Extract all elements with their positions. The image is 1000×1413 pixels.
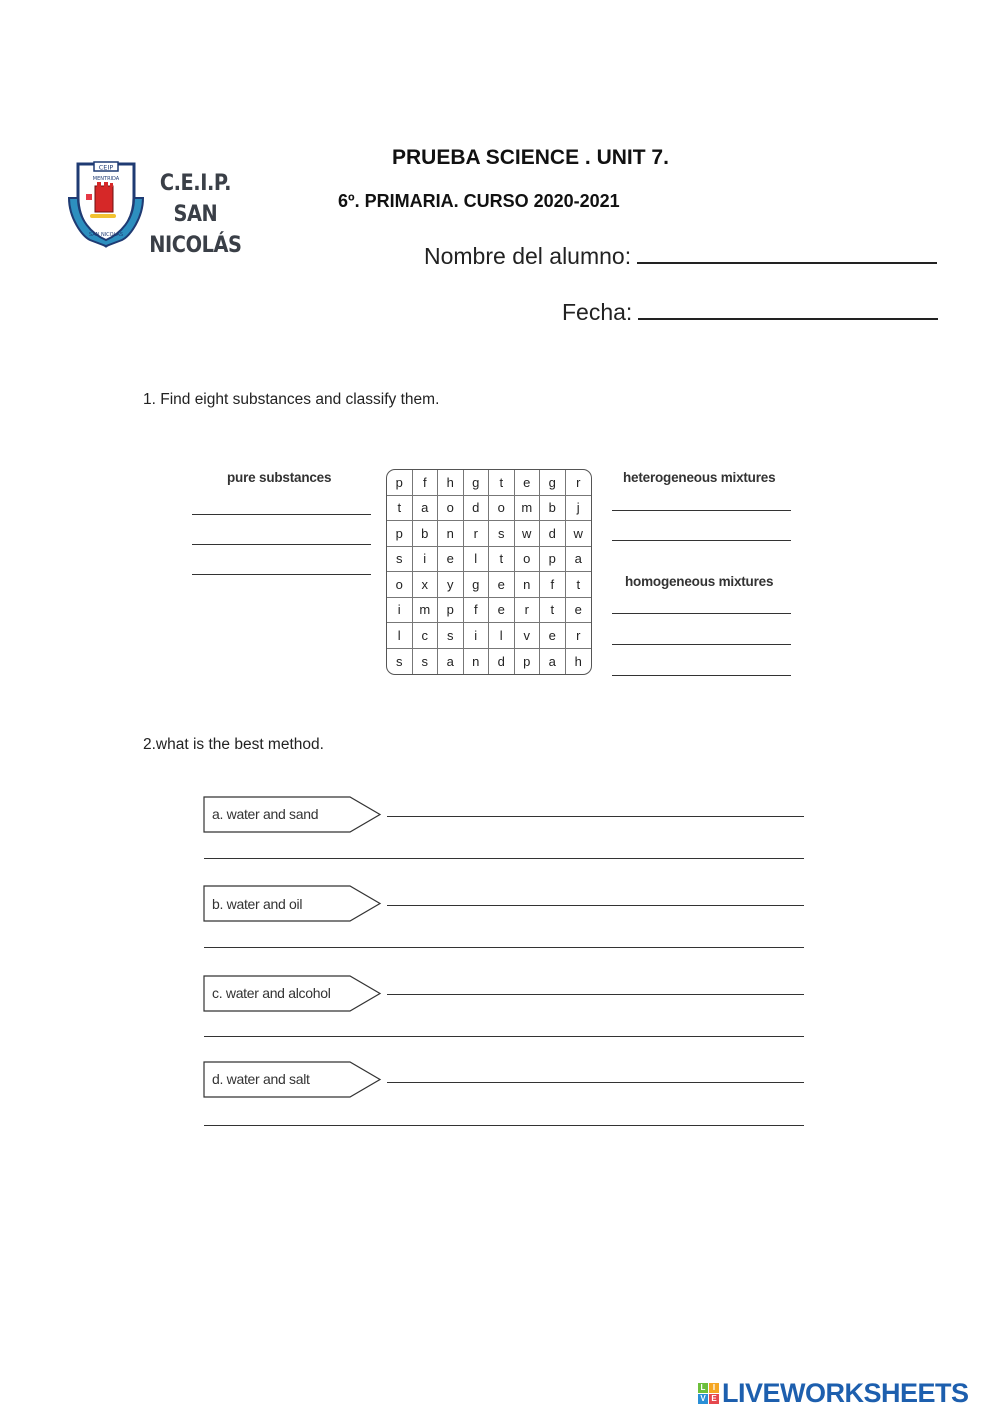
grid-letter[interactable]: t <box>387 496 413 522</box>
grid-letter[interactable]: s <box>489 521 515 547</box>
liveworksheets-logo <box>698 1373 969 1413</box>
method-item-a <box>203 796 383 833</box>
school-name <box>136 168 255 261</box>
word-search-grid[interactable] <box>386 469 592 675</box>
method-item-label: b. water and oil <box>212 896 303 912</box>
method-answer-line-a-1[interactable] <box>387 816 804 817</box>
grid-letter[interactable]: l <box>489 623 515 649</box>
pure-substances-heading: pure substances <box>227 470 332 485</box>
brand-block: E <box>709 1394 719 1404</box>
brand-name: LIVEWORKSHEETS <box>722 1377 969 1408</box>
method-answer-line-a-2[interactable] <box>204 858 804 859</box>
grid-letter[interactable]: h <box>438 470 464 496</box>
grid-letter[interactable]: p <box>515 649 541 675</box>
grid-letter[interactable]: t <box>566 572 592 598</box>
school-name-line-2: SAN NICOLÁS <box>149 202 242 258</box>
grid-letter[interactable]: o <box>387 572 413 598</box>
hetero-answer-line-1[interactable] <box>612 510 791 511</box>
method-item-label: c. water and alcohol <box>212 985 331 1001</box>
grid-letter[interactable]: o <box>515 547 541 573</box>
date-label: Fecha: <box>562 299 633 325</box>
grid-letter[interactable]: m <box>413 598 439 624</box>
grid-letter[interactable]: a <box>566 547 592 573</box>
grid-letter[interactable]: c <box>413 623 439 649</box>
school-crest-icon <box>66 158 146 250</box>
grid-letter[interactable]: t <box>489 547 515 573</box>
grid-letter[interactable]: b <box>413 521 439 547</box>
grid-letter[interactable]: v <box>515 623 541 649</box>
grid-letter[interactable]: w <box>566 521 592 547</box>
grid-letter[interactable]: d <box>464 496 490 522</box>
grid-letter[interactable]: e <box>489 598 515 624</box>
grid-letter[interactable]: d <box>540 521 566 547</box>
grid-letter[interactable]: o <box>438 496 464 522</box>
grid-letter[interactable]: a <box>540 649 566 675</box>
method-item-label: a. water and sand <box>212 806 319 822</box>
grid-letter[interactable]: d <box>489 649 515 675</box>
grid-letter[interactable]: r <box>515 598 541 624</box>
grid-letter[interactable]: g <box>464 470 490 496</box>
grid-letter[interactable]: f <box>464 598 490 624</box>
date-line[interactable] <box>638 300 938 320</box>
brand-block: I <box>709 1383 719 1393</box>
homogeneous-mixtures-heading: homogeneous mixtures <box>625 574 774 589</box>
school-name-line-1: C.E.I.P. <box>159 171 231 196</box>
student-name-line[interactable] <box>637 244 937 264</box>
homo-answer-line-1[interactable] <box>612 613 791 614</box>
grid-letter[interactable]: m <box>515 496 541 522</box>
student-name-label: Nombre del alumno: <box>424 243 632 269</box>
grid-letter[interactable]: p <box>387 470 413 496</box>
grid-letter[interactable]: f <box>413 470 439 496</box>
method-answer-line-c-2[interactable] <box>204 1036 804 1037</box>
grid-letter[interactable]: e <box>540 623 566 649</box>
grid-letter[interactable]: w <box>515 521 541 547</box>
grid-letter[interactable]: f <box>540 572 566 598</box>
grid-letter[interactable]: e <box>566 598 592 624</box>
grid-letter[interactable]: y <box>438 572 464 598</box>
grid-letter[interactable]: r <box>566 623 592 649</box>
grid-letter[interactable]: i <box>464 623 490 649</box>
grid-letter[interactable]: h <box>574 653 582 669</box>
method-answer-line-d-2[interactable] <box>204 1125 804 1126</box>
grid-letter[interactable]: j <box>566 496 592 522</box>
homo-answer-line-2[interactable] <box>612 644 791 645</box>
grid-letter[interactable]: s <box>387 649 413 675</box>
question-1-prompt: 1. Find eight substances and classify them. <box>143 391 440 408</box>
method-answer-line-b-1[interactable] <box>387 905 804 906</box>
method-item-label: d. water and salt <box>212 1071 310 1087</box>
method-answer-line-c-1[interactable] <box>387 994 804 995</box>
heterogeneous-mixtures-heading: heterogeneous mixtures <box>623 470 776 485</box>
grid-letter[interactable]: s <box>438 623 464 649</box>
brand-blocks-icon <box>698 1383 719 1404</box>
page-subtitle: 6º. PRIMARIA. CURSO 2020-2021 <box>338 191 620 211</box>
grid-letter[interactable]: s <box>413 649 439 675</box>
date-field[interactable] <box>562 299 938 326</box>
grid-letter[interactable]: t <box>540 598 566 624</box>
homo-answer-line-3[interactable] <box>612 675 791 676</box>
pure-answer-line-2[interactable] <box>192 544 371 545</box>
grid-letter[interactable]: b <box>540 496 566 522</box>
grid-letter[interactable]: p <box>387 521 413 547</box>
grid-letter[interactable]: n <box>515 572 541 598</box>
grid-letter[interactable]: r <box>464 521 490 547</box>
method-item-d <box>203 1061 383 1098</box>
brand-block: V <box>698 1394 708 1404</box>
grid-letter[interactable]: i <box>387 598 413 624</box>
pure-answer-line-3[interactable] <box>192 574 371 575</box>
hetero-answer-line-2[interactable] <box>612 540 791 541</box>
method-item-c <box>203 975 383 1012</box>
student-name-field[interactable] <box>424 243 937 270</box>
pure-answer-line-1[interactable] <box>192 514 371 515</box>
grid-letter[interactable]: p <box>540 547 566 573</box>
brand-block: L <box>698 1383 708 1393</box>
grid-letter[interactable]: a <box>413 496 439 522</box>
method-item-b <box>203 885 383 922</box>
grid-letter[interactable]: x <box>413 572 439 598</box>
svg-text:CEIP: CEIP <box>98 163 114 172</box>
svg-text:SAN NICOLAS: SAN NICOLAS <box>88 232 124 238</box>
svg-text:MENTRIDA: MENTRIDA <box>92 176 120 182</box>
method-answer-line-b-2[interactable] <box>204 947 804 948</box>
grid-letter[interactable]: a <box>438 649 464 675</box>
grid-letter[interactable]: r <box>566 470 592 496</box>
method-answer-line-d-1[interactable] <box>387 1082 804 1083</box>
grid-letter[interactable]: e <box>515 470 541 496</box>
grid-letter[interactable]: i <box>413 547 439 573</box>
grid-letter[interactable]: t <box>489 470 515 496</box>
grid-letter[interactable]: g <box>464 572 490 598</box>
grid-letter[interactable]: o <box>489 496 515 522</box>
grid-letter[interactable]: n <box>464 649 490 675</box>
grid-letter[interactable]: p <box>438 598 464 624</box>
grid-letter[interactable]: l <box>464 547 490 573</box>
grid-letter[interactable]: g <box>540 470 566 496</box>
grid-letter[interactable]: n <box>438 521 464 547</box>
page-title: PRUEBA SCIENCE . UNIT 7. <box>392 146 669 169</box>
grid-letter[interactable]: e <box>489 572 515 598</box>
grid-letter[interactable]: s <box>387 547 413 573</box>
grid-letter[interactable]: e <box>438 547 464 573</box>
grid-letter[interactable]: l <box>387 623 413 649</box>
question-2-prompt: 2.what is the best method. <box>143 736 324 753</box>
